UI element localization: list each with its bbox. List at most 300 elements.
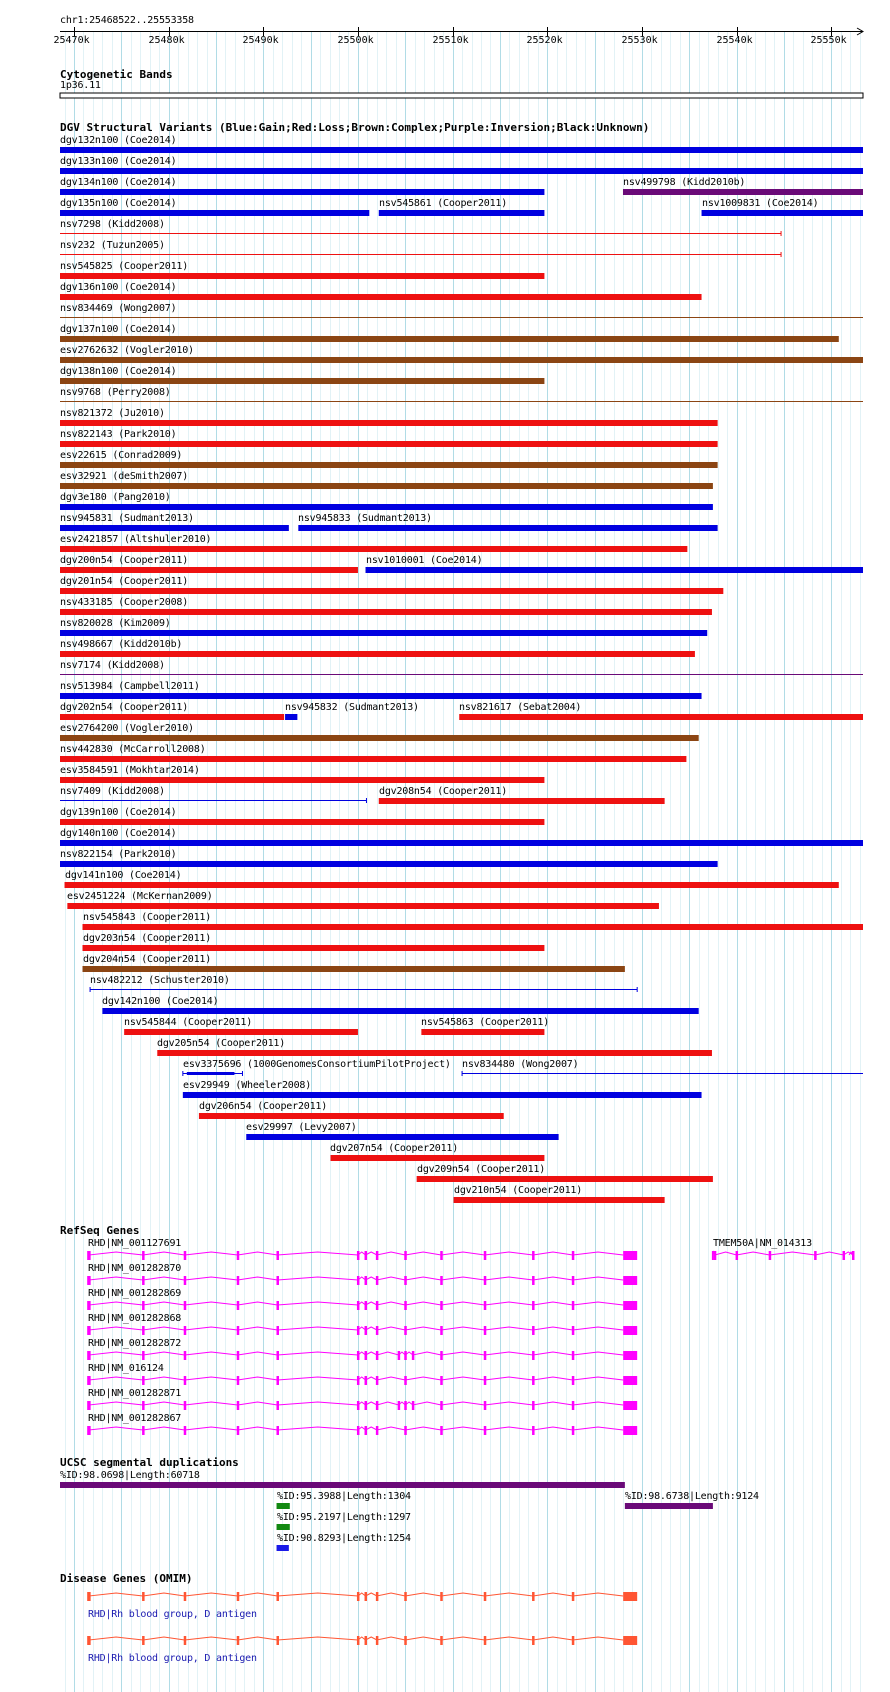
refseq-transcript-exon: [237, 1376, 240, 1385]
refseq-transcript-exon: [365, 1426, 368, 1435]
dgv-variant-label[interactable]: nsv822143 (Park2010): [60, 429, 177, 440]
refseq-transcript-intron-line: [88, 1302, 623, 1305]
dgv-variant-label[interactable]: nsv513984 (Campbell2011): [60, 681, 200, 692]
refseq-transcript-exon: [184, 1351, 187, 1360]
dgv-variant-bar: [246, 1134, 558, 1140]
dgv-variant-label[interactable]: esv29949 (Wheeler2008): [183, 1080, 312, 1091]
refseq-transcript-start-block: [87, 1251, 89, 1260]
refseq-transcript-start-block: [87, 1426, 89, 1435]
dgv-variant-label[interactable]: nsv7298 (Kidd2008): [60, 219, 165, 230]
ruler-tick-label: 25480k: [148, 35, 185, 46]
refseq-transcript-label[interactable]: RHD|NM_001282869: [88, 1288, 182, 1299]
refseq-transcript-exon: [484, 1351, 487, 1360]
refseq-transcript-exon: [572, 1351, 575, 1360]
dgv-variant-bar: [60, 693, 702, 699]
refseq-transcript-exon: [404, 1426, 407, 1435]
refseq-transcript-utr-block: [623, 1251, 637, 1260]
refseq-transcript-label[interactable]: RHD|NM_001282870: [88, 1263, 182, 1274]
dgv-variant-label[interactable]: nsv821372 (Ju2010): [60, 408, 165, 419]
dgv-variant-bar: [60, 294, 702, 300]
dgv-variant-bar: [285, 714, 297, 720]
refseq-transcript-exon: [376, 1326, 379, 1335]
refseq-transcript-exon: [365, 1401, 368, 1410]
dgv-variant-label[interactable]: nsv482212 (Schuster2010): [90, 975, 230, 986]
refseq-transcript-intron-line: [88, 1327, 623, 1330]
refseq-transcript-exon: [184, 1401, 187, 1410]
dgv-variant-bar: [60, 735, 699, 741]
refseq-transcript-exon: [843, 1251, 846, 1260]
refseq-transcript-exon: [714, 1251, 717, 1260]
dgv-variant-label[interactable]: esv22615 (Conrad2009): [60, 450, 183, 461]
refseq-transcript-exon: [365, 1376, 368, 1385]
refseq-transcript-exon: [440, 1376, 443, 1385]
dgv-variant-label[interactable]: dgv139n100 (Coe2014): [60, 807, 177, 818]
dgv-variant-label[interactable]: nsv820028 (Kim2009): [60, 618, 171, 629]
refseq-transcript-exon: [142, 1426, 145, 1435]
refseq-transcript-label[interactable]: RHD|NM_016124: [88, 1363, 164, 1374]
dgv-variant-label[interactable]: dgv140n100 (Coe2014): [60, 828, 177, 839]
refseq-transcript-exon: [532, 1401, 535, 1410]
refseq-transcript-utr-block: [623, 1301, 637, 1310]
dgv-variant-label[interactable]: dgv205n54 (Cooper2011): [157, 1038, 286, 1049]
dgv-variant-label[interactable]: dgv208n54 (Cooper2011): [379, 786, 508, 797]
dgv-variant-label[interactable]: dgv202n54 (Cooper2011): [60, 702, 189, 713]
dgv-variant-label[interactable]: dgv136n100 (Coe2014): [60, 282, 177, 293]
refseq-transcript-exon: [376, 1426, 379, 1435]
omim-gene-exon: [184, 1592, 187, 1601]
refseq-transcript-exon: [814, 1251, 817, 1260]
refseq-transcript-exon: [365, 1251, 368, 1260]
dgv-variant-label[interactable]: dgv3e180 (Pang2010): [60, 492, 171, 503]
refseq-transcript-utr-block: [623, 1401, 637, 1410]
omim-gene-exon: [365, 1636, 368, 1645]
dgv-track-title: DGV Structural Variants (Blue:Gain;Red:Loss;Brown:Complex;Purple:Inversion;Black:Unknown): [60, 121, 650, 134]
dgv-variant-label[interactable]: esv2764200 (Vogler2010): [60, 723, 194, 734]
dgv-variant-label[interactable]: nsv1009831 (Coe2014): [702, 198, 819, 209]
dgv-variant-bar: [60, 546, 687, 552]
refseq-transcript-intron-line: [88, 1377, 623, 1380]
omim-gene-exon: [404, 1636, 407, 1645]
dgv-variant-bar: [366, 567, 863, 573]
dgv-variant-bar: [60, 756, 686, 762]
dgv-variant-bar: [83, 966, 625, 972]
refseq-transcript-exon: [142, 1376, 145, 1385]
segdup-label[interactable]: %ID:95.2197|Length:1297: [277, 1512, 411, 1523]
dgv-variant-label[interactable]: nsv9768 (Perry2008): [60, 387, 171, 398]
dgv-variant-bar: [60, 462, 718, 468]
refseq-transcript-exon: [184, 1251, 187, 1260]
dgv-variant-bar: [183, 1092, 702, 1098]
refseq-transcript-label[interactable]: TMEM50A|NM_014313: [713, 1238, 812, 1249]
dgv-variant-label[interactable]: dgv209n54 (Cooper2011): [417, 1164, 546, 1175]
dgv-variant-label[interactable]: dgv200n54 (Cooper2011): [60, 555, 189, 566]
refseq-transcript-exon: [484, 1251, 487, 1260]
dgv-variant-bar: [379, 210, 545, 216]
refseq-transcript-start-block: [87, 1401, 89, 1410]
dgv-variant-label[interactable]: nsv232 (Tuzun2005): [60, 240, 165, 251]
dgv-variant-label[interactable]: esv29997 (Levy2007): [246, 1122, 357, 1133]
refseq-transcript-exon: [237, 1351, 240, 1360]
omim-gene-exon: [184, 1636, 187, 1645]
refseq-transcript-exon: [572, 1301, 575, 1310]
refseq-transcript-exon: [376, 1251, 379, 1260]
omim-gene-start-block: [87, 1636, 89, 1645]
refseq-transcript-utr-block: [623, 1351, 637, 1360]
refseq-transcript-exon: [276, 1326, 279, 1335]
dgv-variant-bar: [60, 273, 544, 279]
omim-gene-label[interactable]: RHD|Rh blood group, D antigen: [88, 1653, 257, 1664]
omim-gene-exon: [276, 1636, 279, 1645]
omim-gene-exon: [440, 1636, 443, 1645]
dgv-variant-bar: [60, 378, 544, 384]
dgv-variant-bar: [60, 147, 863, 153]
refseq-transcript-exon: [142, 1351, 145, 1360]
refseq-transcript-exon: [276, 1301, 279, 1310]
dgv-variant-label[interactable]: nsv433185 (Cooper2008): [60, 597, 189, 608]
refseq-transcript-label[interactable]: RHD|NM_001282868: [88, 1313, 182, 1324]
refseq-transcript-exon: [404, 1351, 407, 1360]
dgv-variant-bar: [83, 945, 545, 951]
dgv-variant-label[interactable]: nsv945833 (Sudmant2013): [298, 513, 432, 524]
segdup-bar: [277, 1545, 289, 1551]
refseq-transcript-exon: [184, 1326, 187, 1335]
refseq-transcript-label[interactable]: RHD|NM_001282872: [88, 1338, 182, 1349]
refseq-transcript-intron-line: [88, 1252, 623, 1255]
refseq-transcript-exon: [237, 1326, 240, 1335]
refseq-transcript-start-block: [87, 1326, 89, 1335]
refseq-transcript-exon: [184, 1426, 187, 1435]
dgv-variant-label[interactable]: nsv945831 (Sudmant2013): [60, 513, 194, 524]
refseq-transcript-exon: [237, 1401, 240, 1410]
refseq-transcript-exon: [769, 1251, 772, 1260]
refseq-transcript-start-block: [87, 1301, 89, 1310]
refseq-transcript-start-block: [87, 1351, 89, 1360]
dgv-variant-label[interactable]: dgv142n100 (Coe2014): [102, 996, 219, 1007]
dgv-variant-bar: [60, 357, 863, 363]
segdup-track-title: UCSC segmental duplications: [60, 1456, 239, 1469]
ruler-tick-label: 25510k: [432, 35, 469, 46]
refseq-transcript-start-block: [712, 1251, 714, 1260]
dgv-variant-bar: [60, 483, 713, 489]
refseq-transcript-start-block: [87, 1276, 89, 1285]
dgv-variant-label[interactable]: nsv821617 (Sebat2004): [459, 702, 582, 713]
dgv-variant-label[interactable]: nsv545861 (Cooper2011): [379, 198, 508, 209]
refseq-transcript-exon: [484, 1276, 487, 1285]
refseq-transcript-exon: [398, 1351, 401, 1360]
dgv-variant-label[interactable]: nsv834480 (Wong2007): [462, 1059, 579, 1070]
refseq-transcript-exon: [357, 1276, 360, 1285]
dgv-variant-bar: [60, 588, 723, 594]
dgv-variant-label[interactable]: dgv133n100 (Coe2014): [60, 156, 177, 167]
dgv-variant-label[interactable]: nsv7409 (Kidd2008): [60, 786, 165, 797]
dgv-variant-bar: [623, 189, 863, 195]
ruler-tick-label: 25520k: [526, 35, 563, 46]
dgv-variant-label[interactable]: esv3375696 (1000GenomesConsortiumPilotProject): [183, 1059, 451, 1070]
refseq-transcript-exon: [412, 1351, 415, 1360]
segdup-label[interactable]: %ID:98.6738|Length:9124: [625, 1491, 759, 1502]
omim-gene-utr-block: [623, 1636, 637, 1645]
dgv-variant-label[interactable]: dgv203n54 (Cooper2011): [83, 933, 212, 944]
omim-gene-exon: [572, 1592, 575, 1601]
refseq-transcript-label[interactable]: RHD|NM_001282867: [88, 1413, 182, 1424]
refseq-transcript-exon: [572, 1326, 575, 1335]
refseq-transcript-exon: [852, 1251, 855, 1260]
ruler-tick-label: 25470k: [53, 35, 90, 46]
refseq-transcript-label[interactable]: RHD|NM_001127691: [88, 1238, 182, 1249]
dgv-variant-label[interactable]: nsv545844 (Cooper2011): [124, 1017, 253, 1028]
dgv-variant-label[interactable]: nsv1010001 (Coe2014): [366, 555, 483, 566]
refseq-transcript-exon: [365, 1276, 368, 1285]
dgv-variant-label[interactable]: dgv206n54 (Cooper2011): [199, 1101, 328, 1112]
dgv-variant-label[interactable]: nsv498667 (Kidd2010b): [60, 639, 183, 650]
segdup-bar: [277, 1503, 290, 1509]
dgv-variant-bar: [65, 882, 839, 888]
ruler-tick-label: 25550k: [810, 35, 847, 46]
dgv-variant-label[interactable]: nsv834469 (Wong2007): [60, 303, 177, 314]
dgv-variant-bar: [157, 1050, 712, 1056]
dgv-variant-label[interactable]: esv2421857 (Altshuler2010): [60, 534, 212, 545]
refseq-transcript-exon: [237, 1301, 240, 1310]
refseq-transcript-exon: [532, 1376, 535, 1385]
refseq-transcript-exon: [357, 1376, 360, 1385]
dgv-variant-label[interactable]: nsv442830 (McCarroll2008): [60, 744, 206, 755]
omim-gene-exon: [276, 1592, 279, 1601]
dgv-variant-label[interactable]: nsv545825 (Cooper2011): [60, 261, 189, 272]
omim-track-title: Disease Genes (OMIM): [60, 1572, 193, 1585]
omim-gene-intron-line: [88, 1637, 623, 1640]
refseq-transcript-label[interactable]: RHD|NM_001282871: [88, 1388, 182, 1399]
refseq-transcript-exon: [357, 1251, 360, 1260]
refseq-transcript-utr-block: [623, 1276, 637, 1285]
dgv-variant-bar: [60, 210, 369, 216]
refseq-transcript-utr-block: [623, 1426, 637, 1435]
refseq-transcript-exon: [440, 1326, 443, 1335]
refseq-transcript-exon: [484, 1301, 487, 1310]
refseq-transcript-exon: [376, 1301, 379, 1310]
refseq-transcript-exon: [184, 1301, 187, 1310]
refseq-transcript-exon: [142, 1251, 145, 1260]
dgv-variant-label[interactable]: dgv201n54 (Cooper2011): [60, 576, 189, 587]
refseq-transcript-exon: [404, 1401, 407, 1410]
dgv-variant-bar: [60, 504, 713, 510]
refseq-transcript-exon: [357, 1326, 360, 1335]
refseq-transcript-exon: [532, 1326, 535, 1335]
refseq-transcript-exon: [276, 1276, 279, 1285]
cytoband-bar: [60, 93, 863, 98]
region-label: chr1:25468522..25553358: [60, 15, 194, 26]
refseq-transcript-exon: [357, 1301, 360, 1310]
refseq-transcript-exon: [532, 1276, 535, 1285]
refseq-transcript-exon: [376, 1276, 379, 1285]
ruler-tick-label: 25540k: [716, 35, 753, 46]
refseq-transcript-exon: [357, 1426, 360, 1435]
dgv-variant-bar: [60, 651, 695, 657]
refseq-transcript-exon: [376, 1401, 379, 1410]
refseq-transcript-exon: [276, 1351, 279, 1360]
dgv-variant-label[interactable]: nsv945832 (Sudmant2013): [285, 702, 419, 713]
dgv-variant-label[interactable]: dgv132n100 (Coe2014): [60, 135, 177, 146]
refseq-transcript-exon: [484, 1376, 487, 1385]
refseq-transcript-exon: [440, 1251, 443, 1260]
dgv-variant-bar: [60, 861, 718, 867]
dgv-variant-bar: [102, 1008, 698, 1014]
dgv-variant-bar: [60, 777, 544, 783]
refseq-transcript-exon: [184, 1276, 187, 1285]
omim-gene-exon: [376, 1636, 379, 1645]
refseq-transcript-exon: [237, 1426, 240, 1435]
dgv-variant-bar: [124, 1029, 358, 1035]
dgv-variant-label[interactable]: dgv207n54 (Cooper2011): [330, 1143, 459, 1154]
segdup-bar: [625, 1503, 713, 1509]
refseq-transcript-exon: [484, 1426, 487, 1435]
dgv-variant-label[interactable]: dgv204n54 (Cooper2011): [83, 954, 212, 965]
refseq-transcript-exon: [532, 1426, 535, 1435]
omim-gene-exon: [532, 1592, 535, 1601]
dgv-variant-bar: [417, 1176, 713, 1182]
refseq-transcript-exon: [404, 1276, 407, 1285]
dgv-variant-label[interactable]: nsv7174 (Kidd2008): [60, 660, 165, 671]
refseq-transcript-exon: [532, 1351, 535, 1360]
dgv-variant-label[interactable]: esv32921 (deSmith2007): [60, 471, 189, 482]
dgv-variant-label[interactable]: nsv499798 (Kidd2010b): [623, 177, 746, 188]
refseq-transcript-exon: [572, 1251, 575, 1260]
dgv-variant-label[interactable]: dgv141n100 (Coe2014): [65, 870, 182, 881]
omim-gene-exon: [404, 1592, 407, 1601]
dgv-variant-bar: [60, 567, 358, 573]
refseq-transcript-exon: [572, 1276, 575, 1285]
refseq-transcript-exon: [440, 1426, 443, 1435]
dgv-variant-label[interactable]: dgv138n100 (Coe2014): [60, 366, 177, 377]
ruler-tick-label: 25490k: [242, 35, 279, 46]
dgv-variant-bar: [60, 525, 289, 531]
refseq-transcript-exon: [142, 1301, 145, 1310]
refseq-transcript-exon: [532, 1251, 535, 1260]
segdup-label[interactable]: %ID:95.3988|Length:1304: [277, 1491, 411, 1502]
refseq-transcript-exon: [237, 1251, 240, 1260]
dgv-variant-label[interactable]: dgv134n100 (Coe2014): [60, 177, 177, 188]
refseq-transcript-exon: [572, 1426, 575, 1435]
omim-gene-exon: [237, 1636, 240, 1645]
refseq-transcript-exon: [357, 1351, 360, 1360]
omim-gene-intron-line: [88, 1593, 623, 1596]
dgv-variant-label[interactable]: esv2451224 (McKernan2009): [67, 891, 213, 902]
refseq-transcript-exon: [736, 1251, 739, 1260]
dgv-variant-label[interactable]: dgv137n100 (Coe2014): [60, 324, 177, 335]
ruler-tick-label: 25500k: [337, 35, 374, 46]
refseq-transcript-exon: [412, 1401, 415, 1410]
omim-gene-exon: [484, 1592, 487, 1601]
dgv-variant-label[interactable]: nsv545863 (Cooper2011): [421, 1017, 550, 1028]
dgv-variant-bar: [330, 1155, 544, 1161]
refseq-transcript-exon: [440, 1276, 443, 1285]
refseq-transcript-exon: [365, 1301, 368, 1310]
refseq-transcript-exon: [440, 1301, 443, 1310]
refseq-transcript-exon: [276, 1401, 279, 1410]
refseq-transcript-exon: [357, 1401, 360, 1410]
dgv-variant-bar: [298, 525, 717, 531]
dgv-variant-label[interactable]: nsv545843 (Cooper2011): [83, 912, 212, 923]
dgv-variant-bar: [60, 420, 718, 426]
refseq-transcript-intron-line: [88, 1277, 623, 1280]
dgv-variant-bar: [60, 441, 718, 447]
refseq-transcript-exon: [440, 1351, 443, 1360]
omim-gene-exon: [440, 1592, 443, 1601]
dgv-variant-bar: [60, 189, 544, 195]
refseq-transcript-exon: [484, 1401, 487, 1410]
dgv-variant-label[interactable]: dgv210n54 (Cooper2011): [454, 1185, 583, 1196]
segdup-label[interactable]: %ID:90.8293|Length:1254: [277, 1533, 411, 1544]
refseq-transcript-exon: [184, 1376, 187, 1385]
refseq-transcript-exon: [404, 1326, 407, 1335]
refseq-transcript-exon: [142, 1401, 145, 1410]
dgv-variant-bar: [83, 924, 863, 930]
omim-gene-exon: [484, 1636, 487, 1645]
refseq-transcript-exon: [142, 1326, 145, 1335]
refseq-transcript-exon: [276, 1251, 279, 1260]
dgv-variant-bar: [454, 1197, 665, 1203]
refseq-transcript-intron-line: [88, 1427, 623, 1430]
segdup-label[interactable]: %ID:98.0698|Length:60718: [60, 1470, 200, 1481]
refseq-transcript-exon: [365, 1326, 368, 1335]
refseq-transcript-exon: [404, 1301, 407, 1310]
refseq-transcript-exon: [532, 1301, 535, 1310]
omim-gene-exon: [357, 1592, 360, 1601]
omim-gene-exon: [532, 1636, 535, 1645]
refseq-transcript-exon: [398, 1401, 401, 1410]
omim-gene-exon: [365, 1592, 368, 1601]
dgv-variant-bar: [459, 714, 863, 720]
dgv-variant-bar: [60, 819, 544, 825]
refseq-track-title: RefSeq Genes: [60, 1224, 140, 1237]
refseq-transcript-intron-line: [88, 1352, 623, 1355]
refseq-transcript-exon: [237, 1276, 240, 1285]
refseq-transcript-exon: [440, 1401, 443, 1410]
refseq-transcript-exon: [404, 1251, 407, 1260]
dgv-variant-bar: [67, 903, 659, 909]
dgv-variant-bar: [702, 210, 863, 216]
dgv-variant-bar: [60, 714, 284, 720]
ruler-tick-label: 25530k: [621, 35, 658, 46]
dgv-variant-bar: [60, 630, 707, 636]
cytoband-track-title: Cytogenetic Bands: [60, 68, 173, 81]
dgv-variant-bar: [421, 1029, 544, 1035]
omim-gene-exon: [572, 1636, 575, 1645]
omim-gene-exon: [142, 1592, 145, 1601]
dgv-variant-bar: [199, 1113, 504, 1119]
omim-gene-start-block: [87, 1592, 89, 1601]
refseq-transcript-exon: [376, 1376, 379, 1385]
dgv-variant-label[interactable]: dgv135n100 (Coe2014): [60, 198, 177, 209]
segdup-bar: [277, 1524, 290, 1530]
dgv-variant-bar: [379, 798, 665, 804]
refseq-transcript-utr-block: [623, 1376, 637, 1385]
omim-gene-exon: [142, 1636, 145, 1645]
dgv-variant-core: [187, 1072, 235, 1075]
dgv-variant-bar: [60, 840, 863, 846]
dgv-variant-label[interactable]: esv2762632 (Vogler2010): [60, 345, 194, 356]
dgv-variant-label[interactable]: esv3584591 (Mokhtar2014): [60, 765, 200, 776]
omim-gene-exon: [237, 1592, 240, 1601]
refseq-transcript-exon: [572, 1401, 575, 1410]
refseq-transcript-exon: [376, 1351, 379, 1360]
refseq-transcript-exon: [142, 1276, 145, 1285]
refseq-transcript-utr-block: [623, 1326, 637, 1335]
omim-gene-exon: [376, 1592, 379, 1601]
dgv-variant-label[interactable]: nsv822154 (Park2010): [60, 849, 177, 860]
omim-gene-label[interactable]: RHD|Rh blood group, D antigen: [88, 1609, 257, 1620]
refseq-transcript-intron-line: [88, 1402, 623, 1405]
refseq-transcript-exon: [484, 1326, 487, 1335]
